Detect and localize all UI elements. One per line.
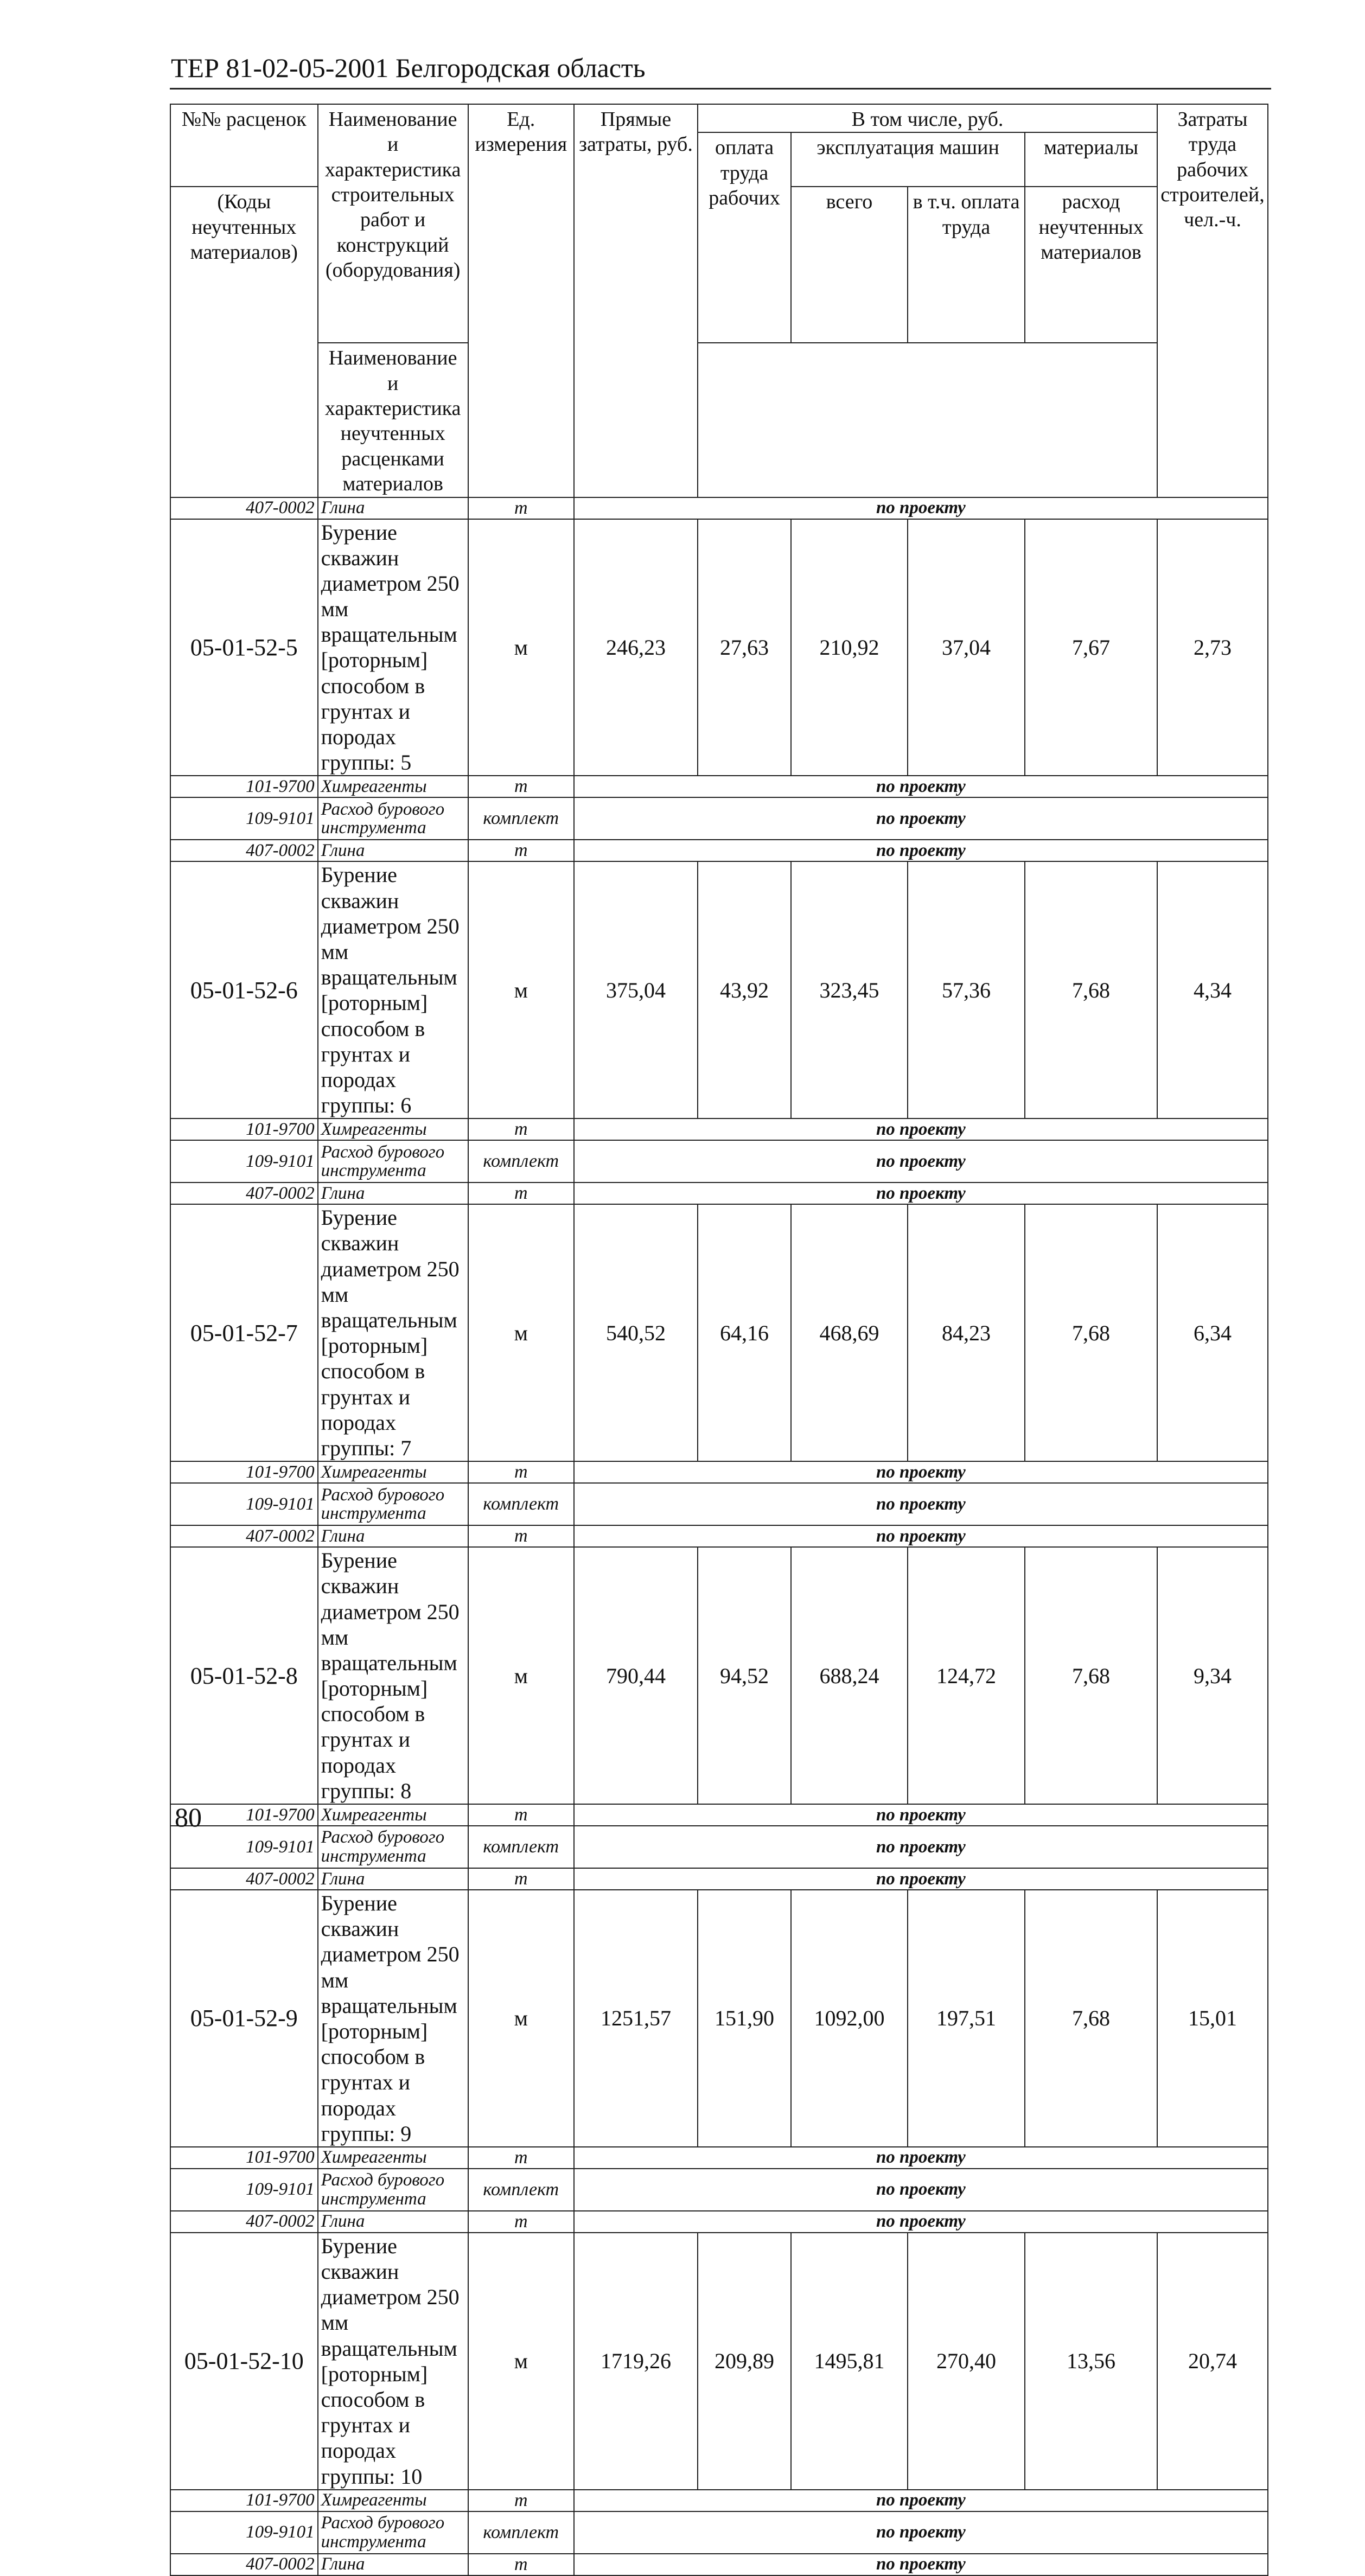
material-name: Расход бурового инструмента bbox=[318, 2169, 468, 2211]
rate-unit: м bbox=[468, 861, 574, 1118]
rate-unit: м bbox=[468, 1890, 574, 2147]
labor-pay-value: 43,92 bbox=[698, 861, 791, 1118]
material-name: Глина bbox=[318, 497, 468, 519]
material-row-drill-tool bbox=[170, 2511, 1268, 2554]
direct-costs-value: 790,44 bbox=[574, 1547, 698, 1804]
material-consumption: по проекту bbox=[574, 1483, 1268, 1525]
material-row-clay bbox=[170, 1525, 1268, 1547]
rate-code: 05-01-52-6 bbox=[170, 861, 318, 1118]
material-unit: комплект bbox=[468, 797, 574, 840]
material-code: 407-0002 bbox=[170, 1868, 318, 1890]
machines-pay-value: 37,04 bbox=[908, 519, 1025, 776]
material-unit: т bbox=[468, 2147, 574, 2169]
material-name: Химреагенты bbox=[318, 2490, 468, 2511]
material-unit: т bbox=[468, 2554, 574, 2575]
material-consumption: по проекту bbox=[574, 2211, 1268, 2233]
rate-unit: м bbox=[468, 1547, 574, 1804]
material-name: Расход бурового инструмента bbox=[318, 797, 468, 840]
material-code: 101-9700 bbox=[170, 1804, 318, 1826]
page-number: 80 bbox=[175, 1802, 202, 1832]
material-code: 101-9700 bbox=[170, 776, 318, 797]
material-consumption: по проекту bbox=[574, 1804, 1268, 1826]
material-consumption: по проекту bbox=[574, 1118, 1268, 1140]
rate-code: 05-01-52-7 bbox=[170, 1204, 318, 1461]
rate-description: Бурение скважин диаметром 250 мм вращательным [роторным] способом в грунтах и породах группы: 8 bbox=[318, 1547, 468, 1804]
material-consumption: по проекту bbox=[574, 1525, 1268, 1547]
header-labor-cost: Затраты труда рабочих строителей, чел.-ч. bbox=[1157, 104, 1268, 497]
material-row-chemicals bbox=[170, 776, 1268, 797]
material-name: Расход бурового инструмента bbox=[318, 1483, 468, 1525]
rate-row bbox=[170, 1890, 1268, 2147]
material-unit: т bbox=[468, 1868, 574, 1890]
labor-cost-value: 2,73 bbox=[1157, 519, 1268, 776]
material-code: 101-9700 bbox=[170, 2147, 318, 2169]
materials-value: 7,68 bbox=[1025, 1547, 1157, 1804]
material-unit: комплект bbox=[468, 2169, 574, 2211]
rates-table bbox=[170, 104, 1268, 2576]
machines-pay-value: 270,40 bbox=[908, 2233, 1025, 2490]
material-name: Глина bbox=[318, 1182, 468, 1204]
material-name: Глина bbox=[318, 1868, 468, 1890]
material-code: 407-0002 bbox=[170, 840, 318, 861]
rate-row bbox=[170, 1547, 1268, 1804]
rate-code: 05-01-52-9 bbox=[170, 1890, 318, 2147]
material-row-chemicals bbox=[170, 1804, 1268, 1826]
material-consumption: по проекту bbox=[574, 776, 1268, 797]
material-code: 101-9700 bbox=[170, 1118, 318, 1140]
material-unit: комплект bbox=[468, 2511, 574, 2554]
header-unaccounted-names: Наименование и характеристика неучтенных расценками материалов bbox=[318, 343, 468, 497]
material-row-clay bbox=[170, 1868, 1268, 1890]
material-code: 407-0002 bbox=[170, 2554, 318, 2575]
material-row-clay bbox=[170, 497, 1268, 519]
material-row-clay bbox=[170, 2211, 1268, 2233]
material-row-clay bbox=[170, 2554, 1268, 2575]
material-unit: т bbox=[468, 1461, 574, 1483]
material-code: 407-0002 bbox=[170, 497, 318, 519]
material-consumption: по проекту bbox=[574, 2554, 1268, 2575]
material-row-clay bbox=[170, 840, 1268, 861]
header-materials-unaccounted: расход неучтенных материалов bbox=[1025, 187, 1157, 343]
direct-costs-value: 540,52 bbox=[574, 1204, 698, 1461]
materials-value: 7,68 bbox=[1025, 1890, 1157, 2147]
material-name: Химреагенты bbox=[318, 1461, 468, 1483]
header-materials: материалы bbox=[1025, 132, 1157, 187]
direct-costs-value: 246,23 bbox=[574, 519, 698, 776]
header-including: В том числе, руб. bbox=[698, 104, 1157, 132]
material-consumption: по проекту bbox=[574, 1461, 1268, 1483]
labor-cost-value: 15,01 bbox=[1157, 1890, 1268, 2147]
material-code: 109-9101 bbox=[170, 797, 318, 840]
machines-total-value: 1495,81 bbox=[791, 2233, 908, 2490]
header-machines-pay: в т.ч. оплата труда bbox=[908, 187, 1025, 343]
rate-description: Бурение скважин диаметром 250 мм вращательным [роторным] способом в грунтах и породах группы: 9 bbox=[318, 1890, 468, 2147]
material-unit: т bbox=[468, 2490, 574, 2511]
material-unit: т bbox=[468, 1118, 574, 1140]
rate-unit: м bbox=[468, 2233, 574, 2490]
material-consumption: по проекту bbox=[574, 840, 1268, 861]
rate-row bbox=[170, 1204, 1268, 1461]
labor-cost-value: 4,34 bbox=[1157, 861, 1268, 1118]
material-code: 407-0002 bbox=[170, 1182, 318, 1204]
material-row-clay bbox=[170, 1182, 1268, 1204]
machines-pay-value: 57,36 bbox=[908, 861, 1025, 1118]
direct-costs-value: 1719,26 bbox=[574, 2233, 698, 2490]
material-row-drill-tool bbox=[170, 2169, 1268, 2211]
direct-costs-value: 1251,57 bbox=[574, 1890, 698, 2147]
material-name: Глина bbox=[318, 2211, 468, 2233]
material-code: 407-0002 bbox=[170, 1525, 318, 1547]
material-unit: комплект bbox=[468, 1140, 574, 1182]
material-code: 407-0002 bbox=[170, 2211, 318, 2233]
document-title: ТЕР 81-02-05-2001 Белгородская область bbox=[171, 53, 646, 83]
header-machines: эксплуатация машин bbox=[791, 132, 1025, 187]
rate-row bbox=[170, 519, 1268, 776]
rate-row bbox=[170, 2233, 1268, 2490]
material-name: Глина bbox=[318, 840, 468, 861]
material-row-drill-tool bbox=[170, 1140, 1268, 1182]
material-unit: т bbox=[468, 1182, 574, 1204]
header-labor-pay: оплата труда рабочих bbox=[698, 132, 791, 343]
material-consumption: по проекту bbox=[574, 1182, 1268, 1204]
material-consumption: по проекту bbox=[574, 1140, 1268, 1182]
rate-description: Бурение скважин диаметром 250 мм вращательным [роторным] способом в грунтах и породах группы: 6 bbox=[318, 861, 468, 1118]
labor-cost-value: 9,34 bbox=[1157, 1547, 1268, 1804]
header-unaccounted-codes: (Коды неучтенных материалов) bbox=[170, 187, 318, 497]
rate-description: Бурение скважин диаметром 250 мм вращательным [роторным] способом в грунтах и породах группы: 5 bbox=[318, 519, 468, 776]
machines-pay-value: 84,23 bbox=[908, 1204, 1025, 1461]
material-row-chemicals bbox=[170, 2147, 1268, 2169]
material-consumption: по проекту bbox=[574, 797, 1268, 840]
material-unit: т bbox=[468, 1525, 574, 1547]
material-consumption: по проекту bbox=[574, 1826, 1268, 1868]
material-name: Химреагенты bbox=[318, 1804, 468, 1826]
header-name: Наименование и характеристика строительных работ и конструкций (оборудования) bbox=[318, 104, 468, 343]
rate-code: 05-01-52-5 bbox=[170, 519, 318, 776]
machines-total-value: 1092,00 bbox=[791, 1890, 908, 2147]
rate-code: 05-01-52-10 bbox=[170, 2233, 318, 2490]
material-name: Химреагенты bbox=[318, 2147, 468, 2169]
material-consumption: по проекту bbox=[574, 2169, 1268, 2211]
rate-row bbox=[170, 861, 1268, 1118]
material-unit: комплект bbox=[468, 1483, 574, 1525]
direct-costs-value: 375,04 bbox=[574, 861, 698, 1118]
machines-pay-value: 197,51 bbox=[908, 1890, 1025, 2147]
material-consumption: по проекту bbox=[574, 497, 1268, 519]
labor-pay-value: 27,63 bbox=[698, 519, 791, 776]
material-row-drill-tool bbox=[170, 1483, 1268, 1525]
material-name: Химреагенты bbox=[318, 776, 468, 797]
material-code: 109-9101 bbox=[170, 1140, 318, 1182]
labor-cost-value: 6,34 bbox=[1157, 1204, 1268, 1461]
labor-pay-value: 209,89 bbox=[698, 2233, 791, 2490]
material-code: 109-9101 bbox=[170, 1483, 318, 1525]
material-row-chemicals bbox=[170, 2490, 1268, 2511]
labor-pay-value: 64,16 bbox=[698, 1204, 791, 1461]
material-row-drill-tool bbox=[170, 797, 1268, 840]
material-name: Глина bbox=[318, 2554, 468, 2575]
materials-value: 7,68 bbox=[1025, 861, 1157, 1118]
material-code: 109-9101 bbox=[170, 2511, 318, 2554]
materials-value: 7,68 bbox=[1025, 1204, 1157, 1461]
material-consumption: по проекту bbox=[574, 2511, 1268, 2554]
material-unit: комплект bbox=[468, 1826, 574, 1868]
material-unit: т bbox=[468, 497, 574, 519]
material-unit: т bbox=[468, 776, 574, 797]
materials-value: 7,67 bbox=[1025, 519, 1157, 776]
labor-pay-value: 151,90 bbox=[698, 1890, 791, 2147]
material-name: Расход бурового инструмента bbox=[318, 1140, 468, 1182]
material-name: Химреагенты bbox=[318, 1118, 468, 1140]
header-machines-total: всего bbox=[791, 187, 908, 343]
material-code: 109-9101 bbox=[170, 2169, 318, 2211]
title-rule bbox=[170, 88, 1271, 90]
material-name: Расход бурового инструмента bbox=[318, 2511, 468, 2554]
header-unit: Ед. измерения bbox=[468, 104, 574, 497]
material-code: 109-9101 bbox=[170, 1826, 318, 1868]
materials-value: 13,56 bbox=[1025, 2233, 1157, 2490]
material-row-chemicals bbox=[170, 1461, 1268, 1483]
rate-description: Бурение скважин диаметром 250 мм вращательным [роторным] способом в грунтах и породах группы: 10 bbox=[318, 2233, 468, 2490]
rate-description: Бурение скважин диаметром 250 мм вращательным [роторным] способом в грунтах и породах группы: 7 bbox=[318, 1204, 468, 1461]
machines-total-value: 688,24 bbox=[791, 1547, 908, 1804]
machines-total-value: 323,45 bbox=[791, 861, 908, 1118]
material-consumption: по проекту bbox=[574, 1868, 1268, 1890]
rate-unit: м bbox=[468, 519, 574, 776]
machines-pay-value: 124,72 bbox=[908, 1547, 1025, 1804]
material-name: Глина bbox=[318, 1525, 468, 1547]
rate-unit: м bbox=[468, 1204, 574, 1461]
material-unit: т bbox=[468, 2211, 574, 2233]
header-direct-costs: Прямые затраты, руб. bbox=[574, 104, 698, 497]
labor-pay-value: 94,52 bbox=[698, 1547, 791, 1804]
material-name: Расход бурового инструмента bbox=[318, 1826, 468, 1868]
material-row-chemicals bbox=[170, 1118, 1268, 1140]
header-code: №№ расценок bbox=[170, 104, 318, 187]
machines-total-value: 210,92 bbox=[791, 519, 908, 776]
material-consumption: по проекту bbox=[574, 2490, 1268, 2511]
material-consumption: по проекту bbox=[574, 2147, 1268, 2169]
material-row-drill-tool bbox=[170, 1826, 1268, 1868]
material-unit: т bbox=[468, 1804, 574, 1826]
material-unit: т bbox=[468, 840, 574, 861]
material-code: 101-9700 bbox=[170, 2490, 318, 2511]
material-code: 101-9700 bbox=[170, 1461, 318, 1483]
machines-total-value: 468,69 bbox=[791, 1204, 908, 1461]
labor-cost-value: 20,74 bbox=[1157, 2233, 1268, 2490]
rate-code: 05-01-52-8 bbox=[170, 1547, 318, 1804]
